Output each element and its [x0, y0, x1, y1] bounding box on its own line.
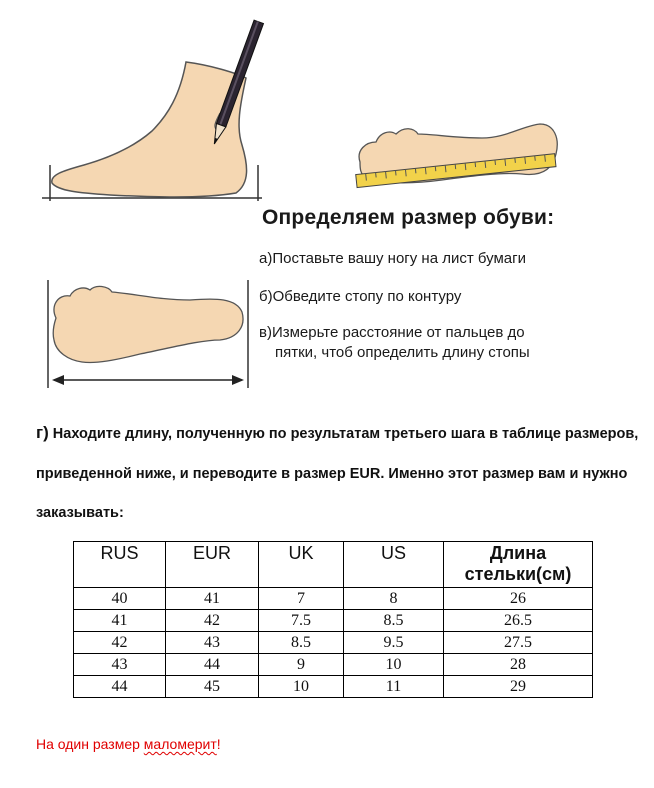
table-cell: 9	[259, 654, 344, 676]
header-eur: EUR	[166, 542, 259, 588]
table-cell: 29	[444, 676, 593, 698]
foot-ruler-illustration	[352, 112, 562, 194]
step-g-letter: г)	[36, 423, 49, 442]
paragraph-line1	[36, 423, 638, 443]
instructions-title: Определяем размер обуви:	[262, 206, 555, 229]
table-cell: 41	[166, 588, 259, 610]
table-cell: 44	[166, 654, 259, 676]
table-cell: 10	[259, 676, 344, 698]
header-uk: UK	[259, 542, 344, 588]
table-cell: 26	[444, 588, 593, 610]
foot-outline-shape	[53, 286, 243, 362]
foot-side-illustration	[40, 15, 270, 205]
size-table	[73, 541, 593, 698]
note-underlined-word: маломерит	[143, 736, 217, 752]
table-cell: 40	[74, 588, 166, 610]
paragraph-line2: приведенной ниже, и переводите в размер EUR. Именно этот размер вам и нужно	[36, 466, 628, 482]
table-cell: 44	[74, 676, 166, 698]
table-row	[74, 676, 593, 698]
table-cell: 43	[74, 654, 166, 676]
table-cell: 7.5	[259, 610, 344, 632]
table-cell: 42	[74, 632, 166, 654]
step-b-text: б)Обведите стопу по контуру	[259, 288, 462, 305]
table-cell: 7	[259, 588, 344, 610]
table-cell: 42	[166, 610, 259, 632]
header-rus: RUS	[74, 542, 166, 588]
table-cell: 8.5	[344, 610, 444, 632]
table-cell: 9.5	[344, 632, 444, 654]
step-c-text-line2: пятки, чтоб определить длину стопы	[275, 344, 530, 361]
paragraph-line1-text: Находите длину, полученную по результатам третьего шага в таблице размеров,	[48, 426, 639, 442]
table-cell: 27.5	[444, 632, 593, 654]
step-a-text: а)Поставьте вашу ногу на лист бумаги	[259, 250, 526, 267]
table-cell: 8.5	[259, 632, 344, 654]
table-cell: 43	[166, 632, 259, 654]
foot-outline-illustration	[40, 278, 260, 390]
table-row	[74, 632, 593, 654]
paragraph-line3: заказывать:	[36, 505, 124, 521]
length-arrow	[52, 375, 244, 385]
step-c-text-line1: в)Измерьте расстояние от пальцев до	[259, 324, 525, 341]
table-cell: 45	[166, 676, 259, 698]
note-suffix: !	[216, 736, 221, 752]
header-us: US	[344, 542, 444, 588]
table-cell: 28	[444, 654, 593, 676]
table-cell: 41	[74, 610, 166, 632]
table-row	[74, 588, 593, 610]
table-row	[74, 610, 593, 632]
table-row	[74, 654, 593, 676]
table-cell: 26.5	[444, 610, 593, 632]
size-note	[36, 736, 221, 752]
table-cell: 10	[344, 654, 444, 676]
note-prefix: На один размер	[36, 736, 144, 752]
table-cell: 11	[344, 676, 444, 698]
table-cell: 8	[344, 588, 444, 610]
table-header-row	[74, 542, 593, 588]
header-insole-length: Длина стельки(см)	[444, 542, 593, 588]
